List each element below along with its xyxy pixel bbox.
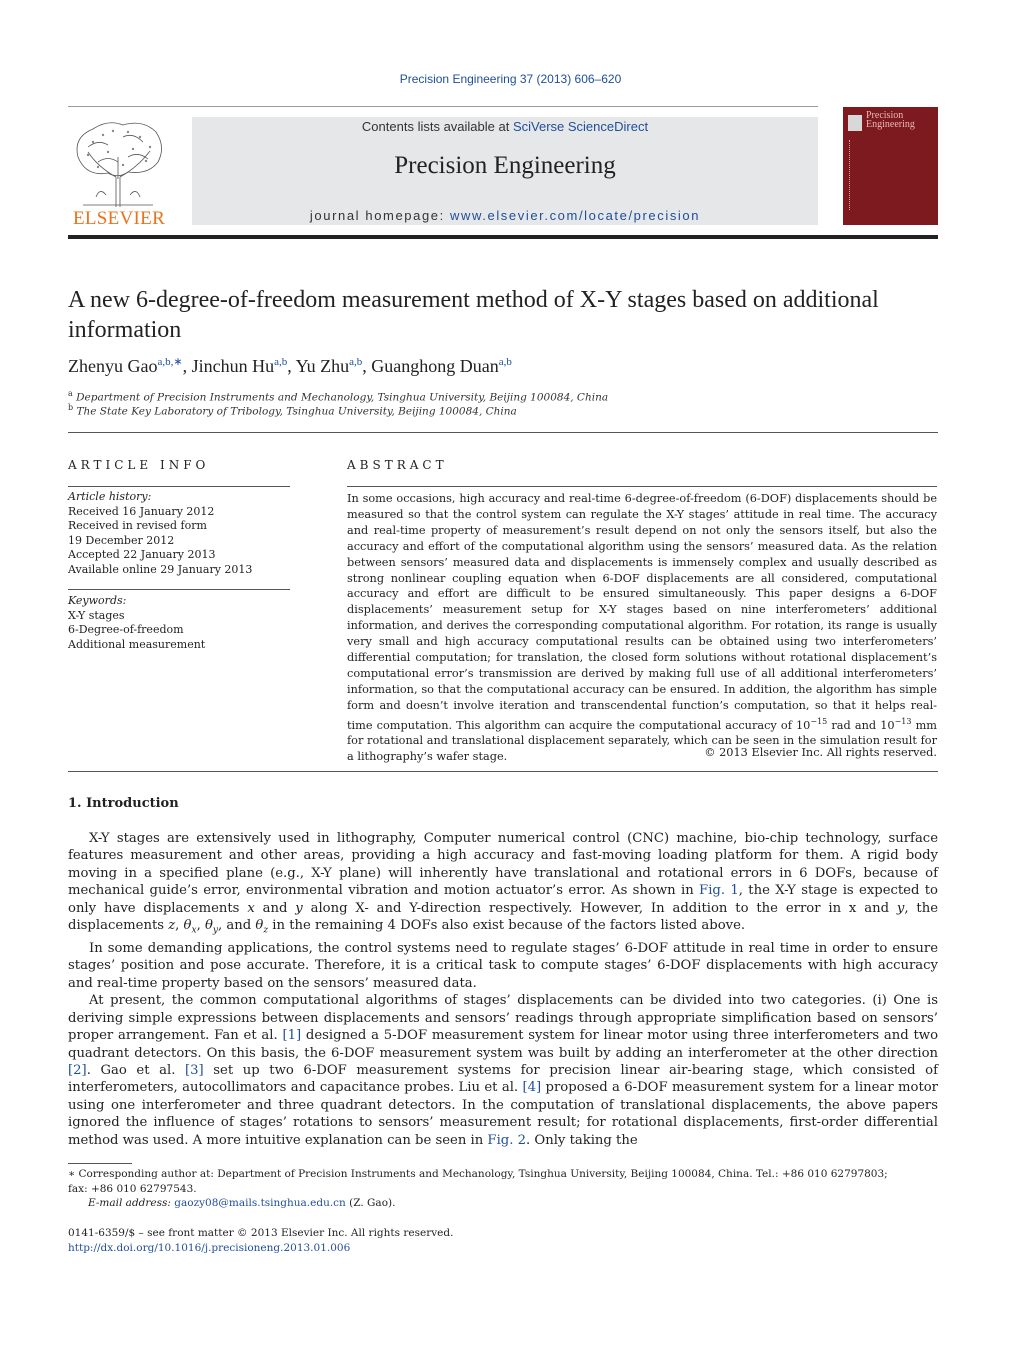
keywords-label: Keywords: <box>68 594 127 607</box>
author-affiliation-mark[interactable]: a,b <box>349 356 363 368</box>
article-info-divider <box>68 486 290 487</box>
author-name[interactable]: Zhenyu Gao <box>68 356 158 376</box>
affiliation-b: $^b$ The State Key Laboratory of Tribology, Tsinghua University, Beijing 100084, China <box>68 403 517 418</box>
cover-title-line-2: Engineering <box>866 119 915 130</box>
author-name[interactable]: Jinchun Hu <box>191 356 275 376</box>
header-divider <box>68 106 818 107</box>
history-label: Article history: <box>68 490 152 503</box>
doi-link[interactable]: http://dx.doi.org/10.1016/j.precisioneng.2013.01.006 <box>68 1241 351 1254</box>
email-link[interactable]: gaozy08@mails.tsinghua.edu.cn <box>174 1197 346 1209</box>
paragraph: At present, the common computational algorithms of stages’ displacements can be divided into two categories. (i) One is deriving simple expressions between displacements and sensors’ readings through appropriate simplification based on sensors’ proper arrangement. Fan et al. [1] designed a 5-DOF measurement system for linear motor using three interferometers and two quadrant detectors. On this basis, the 6-DOF measurement system was built by adding an interferometer at the other direction [2]. Gao et al. [3] set up two 6-DOF measurement systems for precision linear air-bearing stage, which consisted of interferometers, autocollimators and capacitance probes. Liu et al. [4] proposed a 6-DOF measurement system for a linear motor using one interferometer and three quadrant detectors. In the computation of translational displacements, the above papers ignored the influence of stages’ rotations to sensors’ measurement result; for rotational displacements, first-order differential method was used. A more intuitive explanation can be seen in Fig. 2. Only taking the <box>68 993 939 1148</box>
history-item: Accepted 22 January 2013 <box>68 548 216 562</box>
paragraph: In some demanding applications, the control systems need to regulate stages’ 6-DOF attitude in real time in order to ensure stages’ position and pose accurate. Therefore, it is a critical task to compute stages’ 6-DOF displacements with high accuracy and real-time property based on the sensors’ measured data. <box>68 941 938 991</box>
footnote-divider <box>68 1163 132 1164</box>
author-name[interactable]: Guanghong Duan <box>371 356 499 376</box>
author-list: Zhenyu Gao$^{a,b,∗}$, Jinchun Hu$^{a,b}$, Yu Zhu$^{a,b}$, Guanghong Duan$^{a,b}$ <box>68 356 512 376</box>
homepage-link[interactable]: www.elsevier.com/locate/precision <box>450 208 701 223</box>
sciencedirect-link[interactable]: SciVerse ScienceDirect <box>512 119 649 134</box>
author-affiliation-mark[interactable]: a,b <box>498 356 512 368</box>
journal-cover-title <box>866 111 915 129</box>
introduction-body <box>68 830 938 1149</box>
figure-link[interactable]: Fig. 2 <box>487 1132 527 1148</box>
footnotes <box>68 1167 938 1211</box>
reference-link[interactable]: [1] <box>282 1028 302 1044</box>
header-thick-divider <box>68 235 938 239</box>
cover-title-line-1: Precision <box>866 110 904 121</box>
issn-line: 0141-6359/$ – see front matter © 2013 Elsevier Inc. All rights reserved. <box>68 1227 454 1239</box>
abstract-divider <box>347 486 937 487</box>
contents-line <box>192 119 818 134</box>
email-note: E-mail address: gaozy08@mails.tsinghua.edu.cn (Z. Gao). <box>88 1197 396 1209</box>
contents-prefix: Contents lists available at <box>361 119 513 134</box>
author-affiliation-mark[interactable]: a,b <box>274 356 288 368</box>
article-history <box>68 490 252 578</box>
keywords-divider <box>68 589 290 590</box>
keyword-item: Additional measurement <box>68 637 206 651</box>
keyword-item: X-Y stages <box>68 608 125 622</box>
abstract-heading: ABSTRACT <box>347 458 448 472</box>
journal-title: Precision Engineering <box>394 152 616 179</box>
elsevier-logo-text: ELSEVIER <box>72 208 166 229</box>
cover-decoration <box>849 140 858 210</box>
cover-logo-icon <box>848 115 862 131</box>
section-heading-introduction: 1. Introduction <box>68 796 179 811</box>
paragraph: X-Y stages are extensively used in lithography, Computer numerical control (CNC) machine, bio-chip technology, surface features measurement and other areas, providing a high accuracy and fast-moving loading platform for them. A rigid body moving in a specified plane (e.g., X-Y plane) will inherently have translational and rotational errors in 6 DOFs, because of mechanical guide’s error, environmental vibration and motion actuator’s error. As shown in Fig. 1, the X-Y stage is expected to only have displacements x and y along X- and Y-direction respectively. However, In addition to the error in x and y, the displacements z, $\theta_x$, $\theta_y$, and $\theta_z$ in the remaining 4 DOFs also exist because of the factors listed above. <box>68 831 939 936</box>
author-affiliation-mark[interactable]: a,b,∗ <box>157 356 183 368</box>
abstract-bottom-divider <box>68 771 938 772</box>
reference-link[interactable]: [2] <box>68 1062 87 1078</box>
history-item: 19 December 2012 <box>68 533 175 547</box>
journal-reference[interactable]: Precision Engineering 37 (2013) 606–620 <box>399 72 622 86</box>
figure-link[interactable]: Fig. 1 <box>699 883 739 899</box>
article-info-heading: ARTICLE INFO <box>68 458 210 472</box>
history-item: Received in revised form <box>68 519 207 533</box>
article-title: A new 6-degree-of-freedom measurement method of X-Y stages based on additional information <box>68 287 879 343</box>
fax-note: fax: +86 010 62797543. <box>68 1182 197 1195</box>
history-item: Received 16 January 2012 <box>68 504 215 518</box>
abstract-text: In some occasions, high accuracy and real-time 6-degree-of-freedom (6-DOF) displacements should be measured so that the control system can regulate the X-Y stages’ attitude in real time. The accuracy and real-time property of measurement’s result depend on not only the sensors itself, but also the accuracy and effort of the computational algorithm using the sensors’ measured data. As the relation between sensors’ measured data and displacements is immensely complex and usually described as strong nonlinear coupling equation when 6-DOF displacements are all considered, computational accuracy and effort are difficult to be ensured simultaneously. This paper designs a 6-DOF displacements’ measurement setup for X-Y stages based on nine interferometers’ additional information, and derives the corresponding computational algorithm. For rotation, its range is usually very small and high accuracy computational results can be obtained using two interferometers’ differential computation; for translation, the closed form solutions without rotational displacement’s computational error’s transmission are derived by making full use of all additional interferometers’ information, so that the computational accuracy can be ensured. In addition, the algorithm has simple form and doesn’t involve iteration and transcendental function’s computation, so that it helps real-time computation. This algorithm can acquire the computational accuracy of $10^{-15}$ rad and $10^{-13}$ mm for rotational and translational displacement separately, which can be seen in the simulation result for a lithography’s wafer stage. <box>347 492 937 764</box>
copyright-notice: © 2013 Elsevier Inc. All rights reserved. <box>704 746 937 759</box>
keywords <box>68 594 205 652</box>
journal-homepage <box>192 208 818 223</box>
front-matter <box>68 1226 453 1255</box>
affiliation-a: $^a$ Department of Precision Instruments and Mechanology, Tsinghua University, Beijing 100084, China <box>68 389 609 404</box>
homepage-prefix: journal homepage: <box>309 208 451 223</box>
reference-link[interactable]: [3] <box>185 1062 204 1078</box>
keyword-item: 6-Degree-of-freedom <box>68 623 184 637</box>
history-item: Available online 29 January 2013 <box>68 562 253 576</box>
reference-link[interactable]: [4] <box>522 1080 542 1096</box>
author-name[interactable]: Yu Zhu <box>295 356 350 376</box>
affiliation-divider <box>68 432 938 433</box>
corresponding-author-note: ∗ Corresponding author at: Department of Precision Instruments and Mechanology, Tsinghua University, Beijing 100084, China. Tel.: +86 010 62797803; <box>68 1168 888 1180</box>
